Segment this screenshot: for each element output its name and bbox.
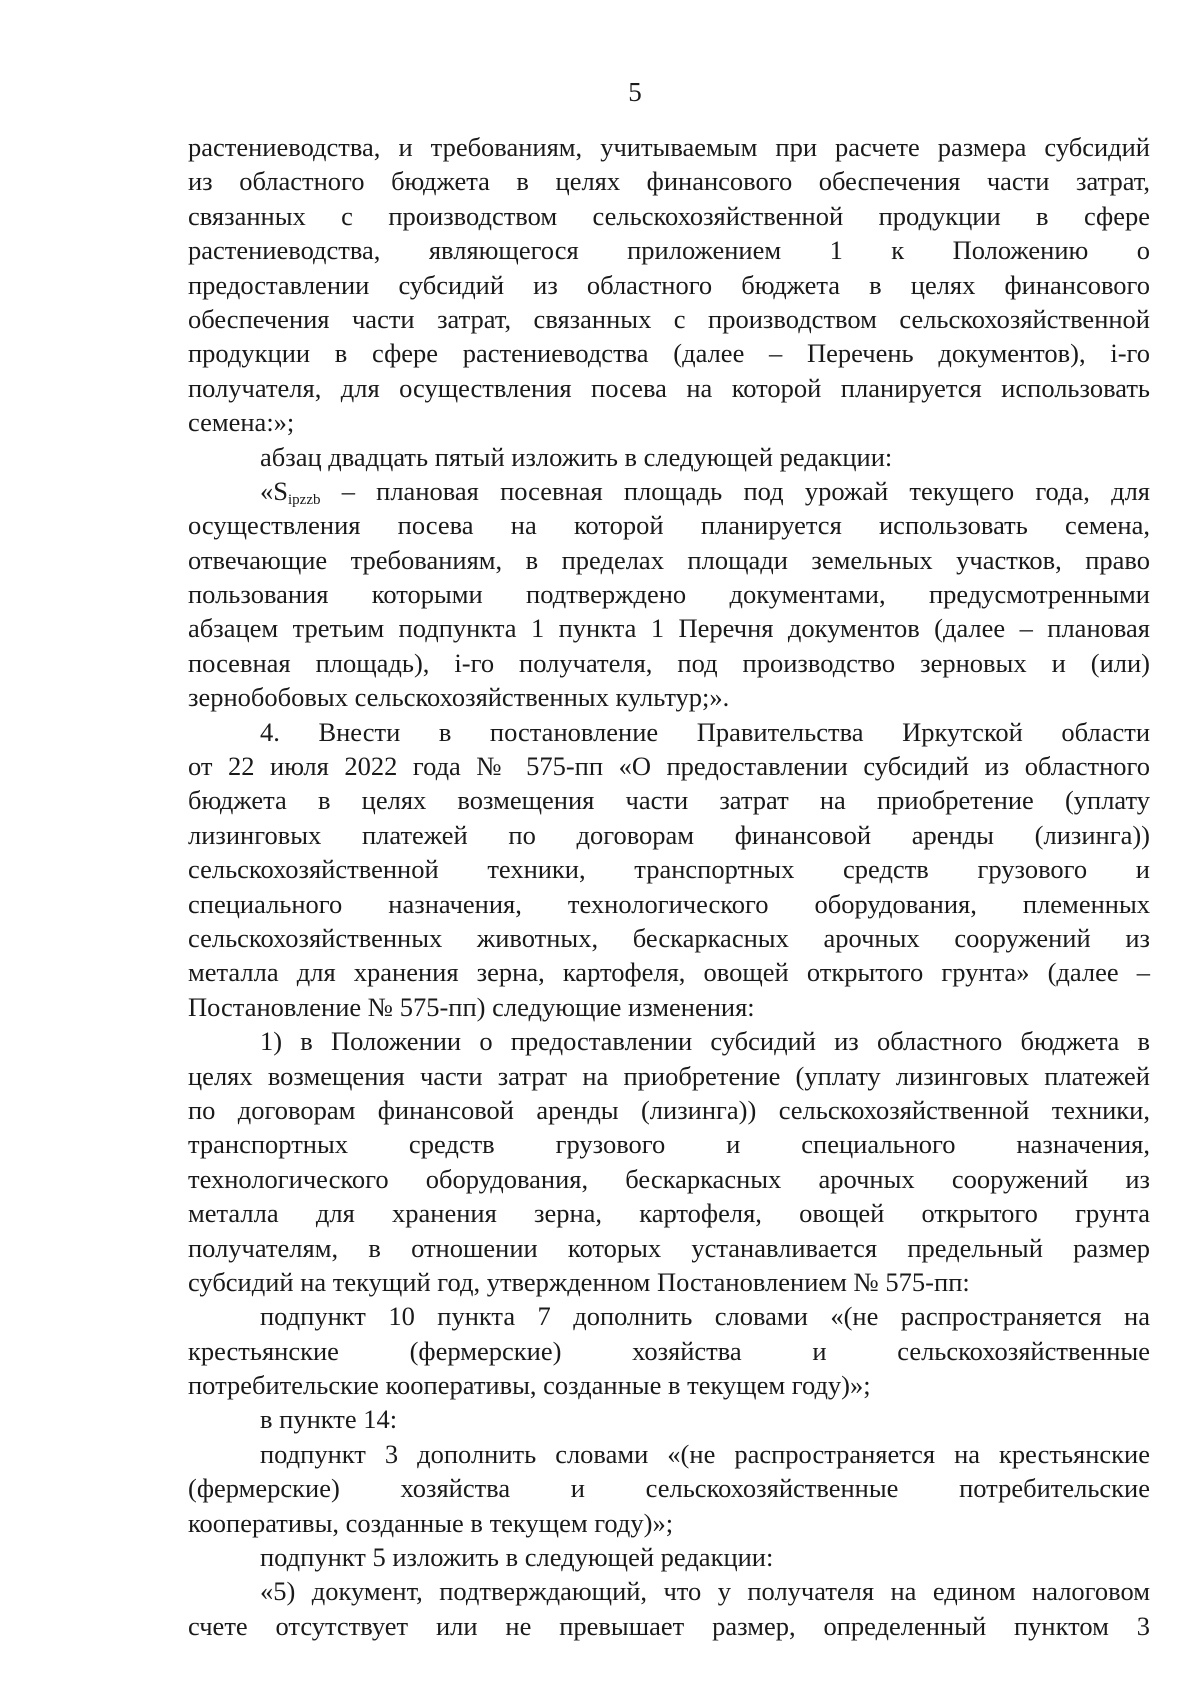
- paragraph: [188, 1437, 1150, 1540]
- text-line: технологического оборудования, бескаркасных арочных сооружений из: [188, 1163, 1150, 1194]
- text-line: от 22 июля 2022 года № 575-пп «О предоставлении субсидий из областного: [188, 751, 1150, 782]
- text-line: бюджета в целях возмещения части затрат на приобретение (уплату: [188, 785, 1150, 816]
- text-line: получателям, в отношении которых устанавливается предельный размер: [188, 1232, 1150, 1263]
- text-line: транспортных средств грузового и специального назначения,: [188, 1129, 1150, 1160]
- paragraph: [188, 130, 1150, 440]
- text-line: (фермерские) хозяйства и сельскохозяйственные потребительские: [188, 1473, 1150, 1504]
- text-line: «5) документ, подтверждающий, что у получателя на едином налоговом: [260, 1576, 1150, 1607]
- text-line: подпункт 10 пункта 7 дополнить словами «(не распространяется на: [260, 1301, 1150, 1332]
- formula-text: – плановая посевная площадь под урожай текущего года, для: [320, 475, 1150, 506]
- text-line: по договорам финансовой аренды (лизинга)) сельскохозяйственной техники,: [188, 1094, 1150, 1125]
- formula-symbol: «S: [260, 475, 288, 506]
- text-line: растениеводства, являющегося приложением 1 к Положению о: [188, 235, 1150, 266]
- formula-subscript: ipzzb: [288, 491, 321, 508]
- text-line: целях возмещения части затрат на приобретение (уплату лизинговых платежей: [188, 1060, 1150, 1091]
- text-line: металла для хранения зерна, картофеля, овощей открытого грунта: [188, 1198, 1150, 1229]
- text-line: подпункт 3 дополнить словами «(не распространяется на крестьянские: [260, 1438, 1150, 1469]
- text-line: осуществления посева на которой планируется использовать семена,: [188, 510, 1150, 541]
- text-line: отвечающие требованиям, в пределах площади земельных участков, право: [188, 544, 1150, 575]
- text-line: 1) в Положении о предоставлении субсидий из областного бюджета в: [260, 1026, 1150, 1057]
- text-line: абзац двадцать пятый изложить в следующей редакции:: [260, 441, 893, 472]
- text-line: абзацем третьим подпункта 1 пункта 1 Перечня документов (далее – плановая: [188, 613, 1150, 644]
- text-line: зернобобовых сельскохозяйственных культур;».: [188, 682, 730, 713]
- text-line: кооперативы, созданные в текущем году)»;: [188, 1507, 674, 1538]
- text-line: растениеводства, и требованиям, учитываемым при расчете размера субсидий: [188, 132, 1150, 162]
- text-line: металла для хранения зерна, картофеля, овощей открытого грунта» (далее –: [188, 957, 1150, 988]
- paragraph: [188, 474, 1150, 715]
- text-line: из областного бюджета в целях финансового обеспечения части затрат,: [188, 166, 1150, 197]
- text-line: семена:»;: [188, 407, 295, 438]
- text-line: [188, 474, 1150, 508]
- text-line: Постановление № 575-пп) следующие изменения:: [188, 991, 755, 1022]
- paragraph: [188, 1402, 1150, 1436]
- text-line: 4. Внести в постановление Правительства Иркутской области: [260, 716, 1150, 747]
- text-line: крестьянские (фермерские) хозяйства и сельскохозяйственные: [188, 1335, 1150, 1366]
- text-line: подпункт 5 изложить в следующей редакции:: [260, 1542, 774, 1573]
- text-line: посевная площадь), i-го получателя, под производство зерновых и (или): [188, 647, 1150, 678]
- text-line: в пункте 14:: [260, 1404, 398, 1435]
- text-line: потребительские кооперативы, созданные в текущем году)»;: [188, 1370, 871, 1401]
- paragraph: [188, 715, 1150, 1025]
- text-line: пользования которыми подтверждено документами, предусмотренными: [188, 579, 1150, 610]
- paragraph: [188, 1574, 1150, 1643]
- page-number: 5: [628, 77, 642, 107]
- text-line: лизинговых платежей по договорам финансовой аренды (лизинга)): [188, 819, 1150, 850]
- text-line: сельскохозяйственной техники, транспортных средств грузового и: [188, 854, 1150, 885]
- text-line: продукции в сфере растениеводства (далее – Перечень документов), i-го: [188, 338, 1150, 369]
- paragraph: [188, 1299, 1150, 1402]
- text-line: обеспечения части затрат, связанных с производством сельскохозяйственной: [188, 303, 1150, 334]
- paragraph: [188, 440, 1150, 474]
- text-line: связанных с производством сельскохозяйственной продукции в сфере: [188, 200, 1150, 231]
- text-line: счете отсутствует или не превышает размер, определенный пунктом 3: [188, 1610, 1150, 1641]
- text-line: сельскохозяйственных животных, бескаркасных арочных сооружений из: [188, 922, 1150, 953]
- paragraph: [188, 1024, 1150, 1299]
- paragraph: [188, 1540, 1150, 1574]
- document-body: [188, 130, 1150, 1643]
- text-line: субсидий на текущий год, утвержденном Постановлением № 575-пп:: [188, 1266, 970, 1297]
- text-line: предоставлении субсидий из областного бюджета в целях финансового: [188, 269, 1150, 300]
- text-line: специального назначения, технологического оборудования, племенных: [188, 888, 1150, 919]
- text-line: получателя, для осуществления посева на которой планируется использовать: [188, 372, 1150, 403]
